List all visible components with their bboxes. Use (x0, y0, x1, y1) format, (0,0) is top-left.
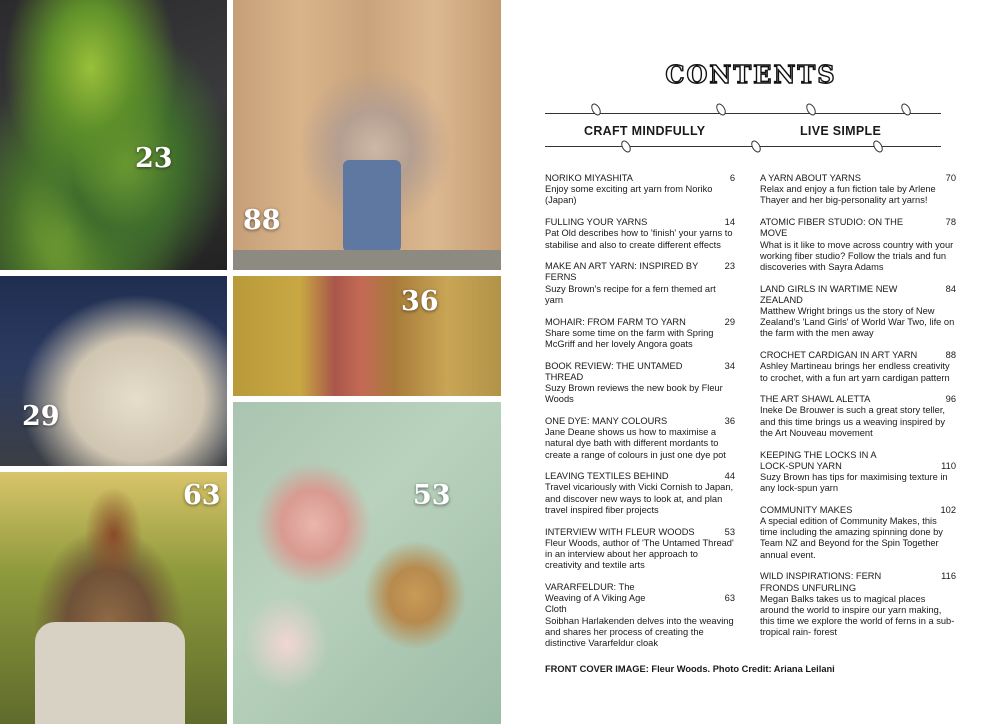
entry-page: 6 (729, 173, 735, 183)
entry-title: KEEPING THE LOCKS IN A LOCK-SPUN YARN (760, 449, 877, 471)
craft-mindfully-list (545, 173, 735, 660)
toc-entry[interactable] (545, 217, 735, 251)
entry-description: Jane Deane shows us how to maximise a natural dye bath with different mordants to create a range of colours in just one dye pot (545, 427, 726, 460)
embroidery-photo-53 (233, 402, 501, 724)
toc-entry[interactable] (760, 394, 956, 439)
entry-description: Travel vicariously with Vicki Cornish to Japan, and discover new ways to look at, and plan travel inspired fiber projects (545, 482, 734, 515)
toc-entry[interactable] (760, 173, 956, 207)
entry-title: NORIKO MIYASHITA (545, 173, 633, 183)
entry-page: 14 (724, 217, 735, 228)
entry-title: THE ART SHAWL ALETTA (760, 394, 871, 405)
page-number-label: 36 (401, 286, 439, 317)
leaf-icon (804, 102, 817, 117)
entry-description: What is it like to move across country with your working fiber studio? Follow the trials and fun discoveries with Sayra Adams (760, 239, 954, 272)
entry-page: 36 (724, 415, 735, 426)
entry-page: 84 (945, 283, 956, 294)
floor-strip (233, 250, 501, 270)
entry-title: VARARFELDUR: The Weaving of A Viking Age Cloth (545, 581, 646, 615)
entry-title: CROCHET CARDIGAN IN ART YARN (760, 350, 918, 361)
entry-title: A YARN ABOUT YARNS (760, 173, 861, 183)
toc-entry[interactable] (545, 173, 735, 207)
entry-page: 116 (941, 571, 956, 582)
entry-title: LEAVING TEXTILES BEHIND (545, 471, 669, 482)
contents-title: CONTENTS (665, 60, 837, 89)
entry-page: 34 (724, 360, 735, 371)
toc-entry[interactable] (760, 284, 956, 340)
entry-description: Suzy Brown reviews the new book by Fleur Woods (545, 383, 723, 405)
yarn-photo-23 (0, 0, 227, 270)
angora-goat-photo-29 (0, 276, 227, 466)
entry-title: LAND GIRLS IN WARTIME NEW ZEALAND (760, 283, 898, 305)
entry-title: ONE DYE: MANY COLOURS (545, 415, 668, 426)
entry-description: A special edition of Community Makes, this time including the amazing spinning done by Team NZ and Beyond for the Spin Together annual event. (760, 516, 943, 560)
figure-jeans (343, 160, 401, 252)
leaf-icon (749, 139, 762, 154)
page-number-label: 63 (183, 480, 221, 511)
page-number-label: 23 (135, 143, 173, 174)
entry-page: 53 (724, 526, 735, 537)
entry-title: MAKE AN ART YARN: INSPIRED BY FERNS (545, 261, 699, 283)
toc-entry[interactable] (760, 217, 956, 273)
toc-entry[interactable] (545, 527, 735, 572)
live-simple-list (760, 173, 956, 649)
entry-description: Suzy Brown's recipe for a fern themed art yarn (545, 283, 716, 305)
entry-description: Ineke De Brouwer is such a great story teller, and this time brings us a weaving inspired by the Art Nouveau movement (760, 405, 946, 438)
entry-page: 110 (941, 460, 956, 471)
entry-description: Ashley Martineau brings her endless creativity to crochet, with a fun art yarn cardigan pattern (760, 361, 950, 383)
entry-page: 29 (724, 316, 735, 327)
leaf-icon (714, 102, 727, 117)
toc-entry[interactable] (760, 571, 956, 638)
toc-entry[interactable] (545, 361, 735, 406)
entry-page: 44 (724, 471, 735, 482)
toc-entry[interactable] (760, 505, 956, 561)
leaf-icon (899, 102, 912, 117)
entry-title: INTERVIEW WITH FLEUR WOODS (545, 526, 695, 537)
entry-description: Megan Balks takes us to magical places around the world to inspire our yarn making, this time we explore the world of ferns in a sub-tropical rain- forest (760, 593, 955, 638)
entry-page: 96 (945, 394, 956, 405)
entry-page: 63 (724, 592, 735, 603)
entry-description: Soibhan Harlakenden delves into the weaving and shares her process of creating the distinctive Vararfeldur cloak (545, 615, 734, 648)
toc-entry[interactable] (545, 317, 735, 351)
cover-credit: FRONT COVER IMAGE: Fleur Woods. Photo Credit: Ariana Leilani (545, 664, 835, 674)
cardigan-photo-88 (233, 0, 501, 270)
entry-title: WILD INSPIRATIONS: FERN FRONDS UNFURLING (760, 571, 882, 593)
entry-page: 88 (945, 350, 956, 361)
entry-page: 78 (945, 217, 956, 228)
entry-description: Matthew Wright brings us the story of New Zealand's 'Land Girls' of World War Two, life on the farm with the men away (760, 306, 955, 339)
section-heading-craft-mindfully: CRAFT MINDFULLY (584, 124, 706, 138)
top-divider (545, 113, 941, 114)
entry-description: Pat Old describes how to 'finish' your yarns to stabilise and also to create different effects (545, 228, 733, 250)
toc-entry[interactable] (545, 261, 735, 306)
toc-entry[interactable] (545, 416, 735, 461)
contents-page (502, 0, 1000, 724)
entry-title: FULLING YOUR YARNS (545, 217, 648, 228)
toc-entry[interactable] (545, 471, 735, 516)
entry-page: 23 (724, 261, 735, 272)
entry-title: MOHAIR: FROM FARM TO YARN (545, 316, 686, 327)
entry-description: Fleur Woods, author of 'The Untamed Thread' in an interview about her approach to creativity and textile arts (545, 537, 734, 571)
entry-title: BOOK REVIEW: THE UNTAMED THREAD (545, 360, 683, 382)
leaf-icon (871, 139, 884, 154)
leaf-icon (589, 102, 602, 117)
leaf-icon (619, 139, 632, 154)
viking-cloak-photo-63 (0, 472, 227, 724)
section-heading-live-simple: LIVE SIMPLE (800, 124, 882, 138)
entry-description: Share some time on the farm with Spring McGriff and her lovely Angora goats (545, 327, 714, 349)
dyed-yarn-photo-36 (233, 276, 501, 396)
entry-page: 70 (945, 173, 956, 183)
entry-page: 102 (940, 504, 956, 515)
entry-title: COMMUNITY MAKES (760, 504, 853, 515)
entry-description: Enjoy some exciting art yarn from Noriko (Japan) (545, 184, 713, 206)
figure-shirt (35, 622, 185, 724)
entry-description: Relax and enjoy a fun fiction tale by Arlene Thayer and her big-personality art yarns! (760, 184, 936, 206)
page-number-label: 88 (243, 205, 281, 236)
page-number-label: 53 (413, 480, 451, 511)
page-number-label: 29 (22, 401, 60, 432)
entry-description: Suzy Brown has tips for maximising texture in any lock-spun yarn (760, 471, 948, 494)
toc-entry[interactable] (760, 450, 956, 495)
toc-entry[interactable] (760, 350, 956, 384)
toc-entry[interactable] (545, 582, 735, 649)
entry-title: ATOMIC FIBER STUDIO: ON THE MOVE (760, 217, 904, 239)
